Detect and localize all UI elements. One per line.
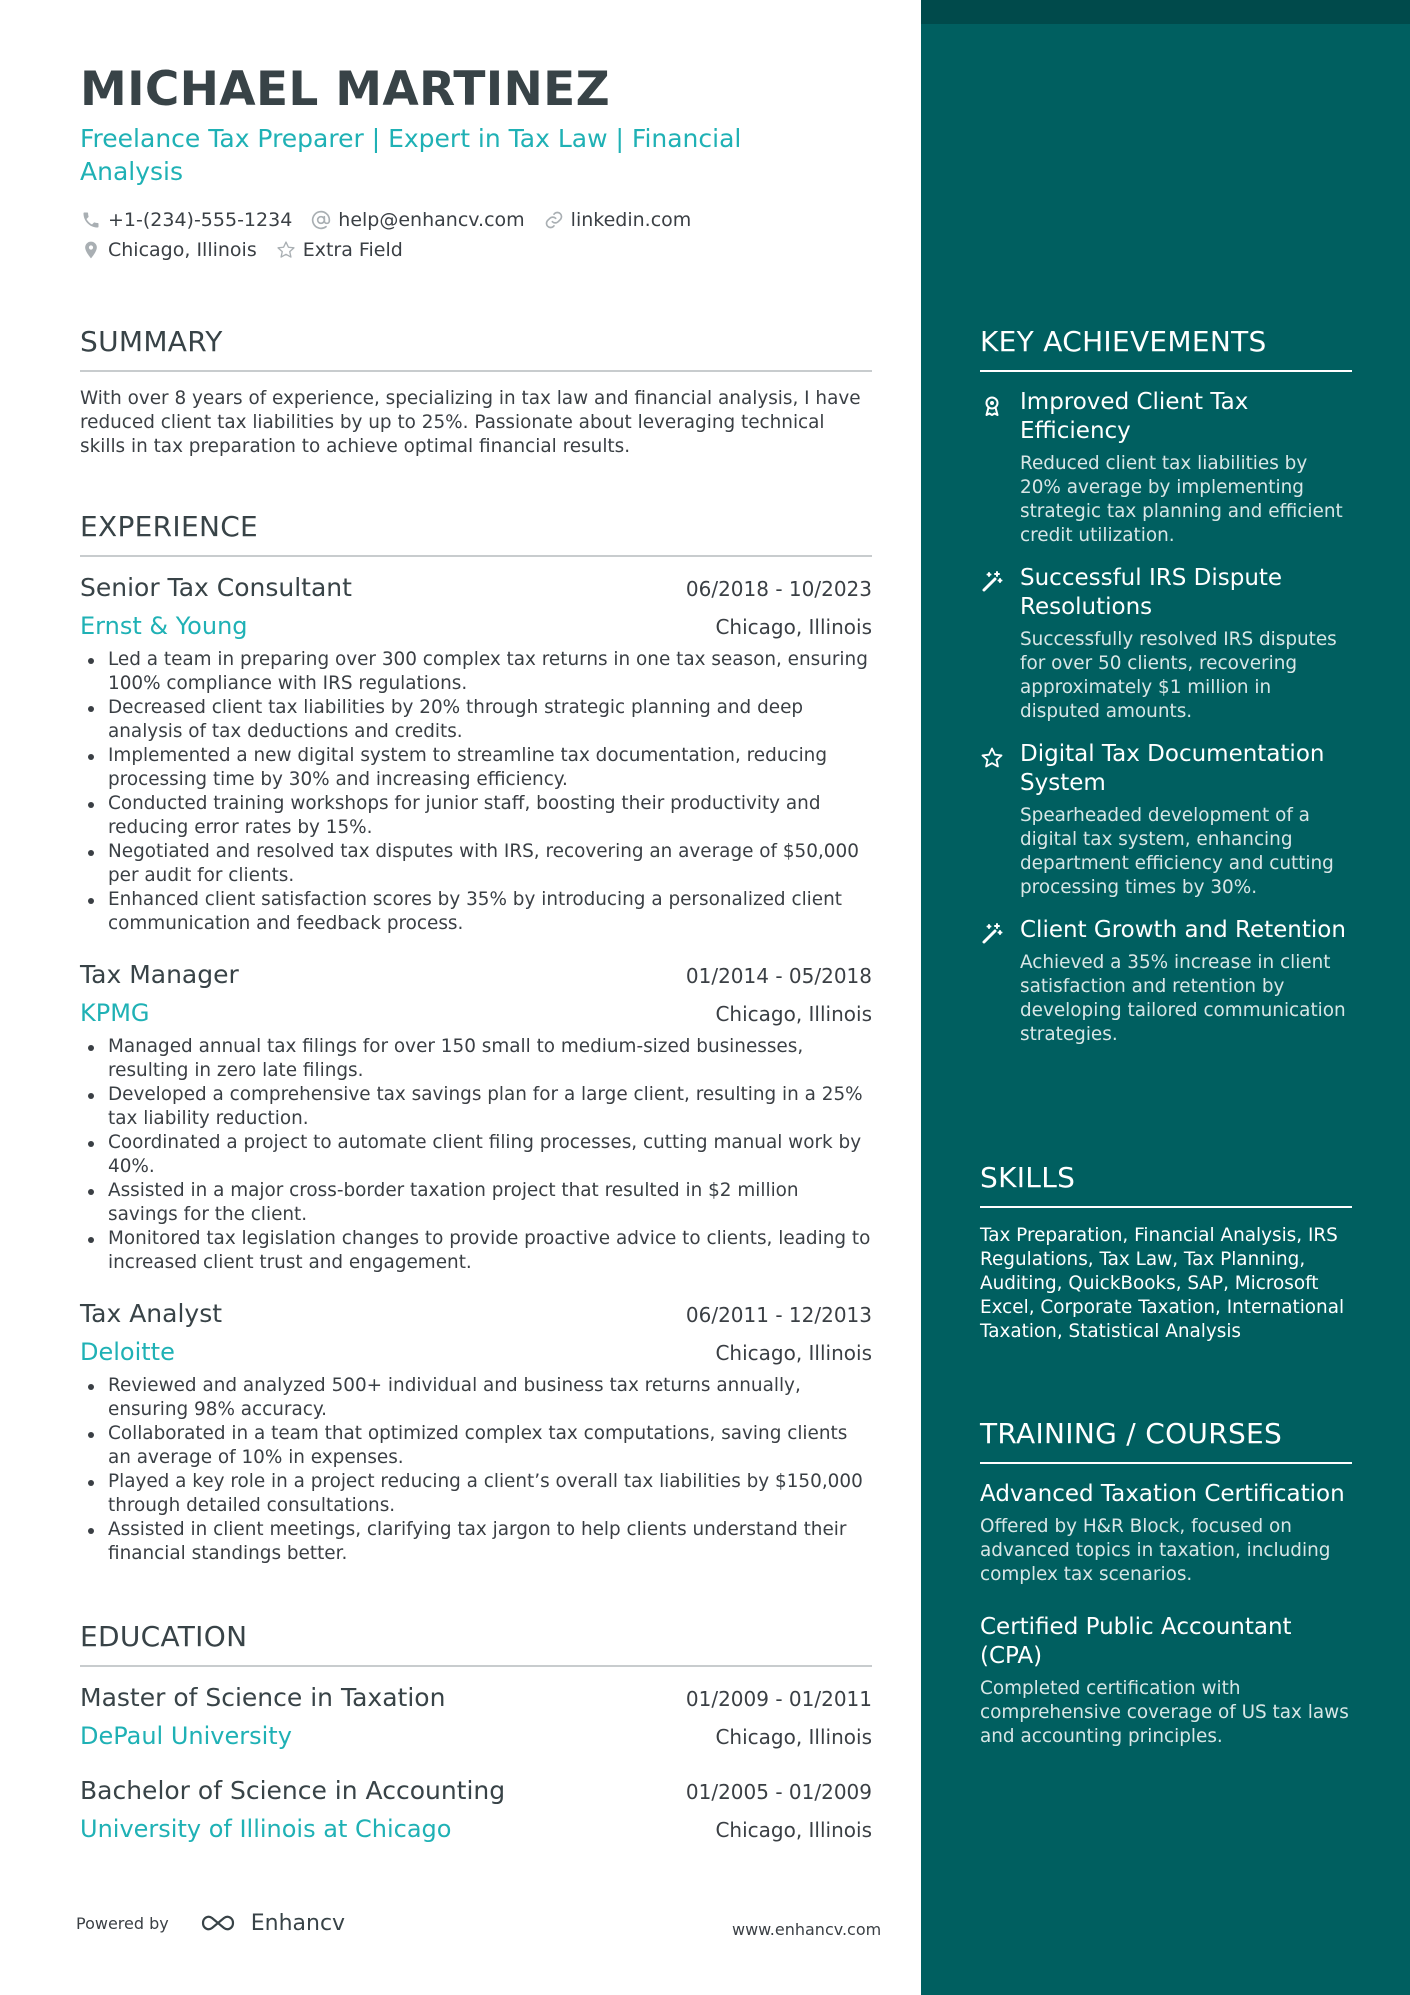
contact-email[interactable] (310, 209, 524, 231)
education-section (80, 1620, 872, 1845)
contact-linkedin[interactable] (543, 209, 692, 231)
course-description: Completed certification with comprehensive coverage of US tax laws and accounting principles. (980, 1678, 1349, 1747)
course-title: Certified Public Accountant (CPA) (980, 1614, 1292, 1669)
bullet-item: Decreased client tax liabilities by 20% through strategic planning and deep analysis of tax deductions and credits. (80, 696, 872, 744)
sidebar-top-band (921, 0, 1410, 24)
achievement-item (980, 916, 1352, 1047)
education-title: EDUCATION (80, 1620, 248, 1653)
phone-text: +1-(234)-555-1234 (108, 209, 293, 231)
bullet-item: Monitored tax legislation changes to provide proactive advice to clients, leading to increased client trust and engagement. (80, 1227, 872, 1275)
achievement-title: Digital Tax Documentation System (1020, 741, 1325, 796)
job-title: Tax Manager (80, 960, 239, 989)
section-divider (80, 555, 872, 557)
achievements-title: KEY ACHIEVEMENTS (980, 325, 1267, 358)
job-bullets (80, 1035, 872, 1275)
bullet-item: Managed annual tax filings for over 150 small to medium-sized businesses, resulting in zero late filings. (80, 1035, 872, 1083)
sidebar (921, 0, 1410, 1995)
school-location: Chicago, Illinois (715, 1818, 872, 1842)
job-title: Tax Analyst (80, 1299, 223, 1328)
job-location: Chicago, Illinois (715, 1002, 872, 1026)
training-title: TRAINING / COURSES (980, 1417, 1283, 1450)
degree-name: Bachelor of Science in Accounting (80, 1776, 506, 1805)
school-name: University of Illinois at Chicago (80, 1815, 452, 1843)
section-divider (980, 1206, 1352, 1208)
achievement-description: Reduced client tax liabilities by 20% average by implementing strategic tax planning and efficient credit utilization. (1020, 453, 1343, 546)
achievement-item (980, 564, 1352, 724)
bullet-item: Reviewed and analyzed 500+ individual and business tax returns annually, ensuring 98% accuracy. (80, 1374, 872, 1422)
headline: Freelance Tax Preparer | Expert in Tax Law | Financial Analysis (80, 124, 742, 186)
extra-field-text: Extra Field (302, 239, 403, 261)
achievement-title: Successful IRS Dispute Resolutions (1020, 565, 1283, 620)
job-bullets (80, 1374, 872, 1566)
experience-item (80, 1297, 872, 1566)
course-item (980, 1613, 1352, 1749)
bullet-item: Assisted in client meetings, clarifying tax jargon to help clients understand their financial standings better. (80, 1518, 872, 1566)
degree-name: Master of Science in Taxation (80, 1683, 446, 1712)
location-text: Chicago, Illinois (108, 239, 257, 261)
contact-location (80, 239, 257, 261)
education-dates: 01/2005 - 01/2009 (685, 1780, 872, 1804)
achievement-description: Successfully resolved IRS disputes for over 50 clients, recovering approximately $1 million in disputed amounts. (1020, 629, 1337, 722)
achievement-item (980, 740, 1352, 900)
job-dates: 06/2011 - 12/2013 (685, 1303, 872, 1327)
job-title: Senior Tax Consultant (80, 573, 352, 602)
contact-phone[interactable] (80, 209, 292, 231)
bullet-item: Implemented a new digital system to streamline tax documentation, reducing processing time by 30% and increasing efficiency. (80, 744, 872, 792)
bullet-item: Enhanced client satisfaction scores by 35% by introducing a personalized client communication and feedback process. (80, 888, 872, 936)
skills-list: Tax Preparation, Financial Analysis, IRS Regulations, Tax Law, Tax Planning, Auditing, QuickBooks, SAP, Microsoft Excel, Corporate Taxation, International Taxation, Statistical Analysis (980, 1225, 1345, 1342)
experience-item (80, 571, 872, 936)
experience-item (80, 958, 872, 1275)
brand-name: Enhancv (250, 1910, 346, 1936)
contact-info (80, 205, 860, 265)
school-location: Chicago, Illinois (715, 1725, 872, 1749)
school-name: DePaul University (80, 1722, 292, 1750)
bullet-item: Negotiated and resolved tax disputes with IRS, recovering an average of $50,000 per audit for clients. (80, 840, 872, 888)
section-divider (80, 1665, 872, 1667)
bullet-item: Collaborated in a team that optimized complex tax computations, saving clients an average of 10% in expenses. (80, 1422, 872, 1470)
achievement-title: Client Growth and Retention (1020, 917, 1346, 943)
linkedin-text: linkedin.com (570, 209, 692, 231)
email-text: help@enhancv.com (338, 209, 525, 231)
candidate-name: MICHAEL MARTINEZ (80, 62, 610, 117)
enhancv-logo[interactable] (195, 1910, 345, 1936)
bullet-item: Coordinated a project to automate client filing processes, cutting manual work by 40%. (80, 1131, 872, 1179)
company-name: Deloitte (80, 1338, 175, 1366)
job-bullets (80, 648, 872, 936)
experience-section (80, 510, 872, 1566)
achievements-section (980, 325, 1352, 1047)
job-location: Chicago, Illinois (715, 1341, 872, 1365)
footer-powered-by (76, 1910, 345, 1936)
education-dates: 01/2009 - 01/2011 (685, 1687, 872, 1711)
achievement-description: Achieved a 35% increase in client satisfaction and retention by developing tailored communication strategies. (1020, 952, 1346, 1045)
phone-icon (80, 209, 102, 231)
course-item (980, 1480, 1352, 1587)
job-location: Chicago, Illinois (715, 615, 872, 639)
summary-title: SUMMARY (80, 325, 223, 358)
magic-wand-icon (980, 916, 1020, 1047)
achievement-title: Improved Client Tax Efficiency (1020, 389, 1249, 444)
course-title: Advanced Taxation Certification (980, 1481, 1345, 1507)
skills-section (980, 1161, 1352, 1344)
contact-extra (275, 239, 403, 261)
education-item (80, 1774, 872, 1845)
award-icon (980, 388, 1020, 548)
powered-by-text: Powered by (76, 1913, 169, 1933)
company-name: Ernst & Young (80, 612, 248, 640)
bullet-item: Developed a comprehensive tax savings plan for a large client, resulting in a 25% tax liability reduction. (80, 1083, 872, 1131)
bullet-item: Conducted training workshops for junior staff, boosting their productivity and reducing error rates by 15%. (80, 792, 872, 840)
achievement-item (980, 388, 1352, 548)
education-item (80, 1681, 872, 1752)
link-icon (543, 209, 565, 231)
summary-text: With over 8 years of experience, specializing in tax law and financial analysis, I have reduced client tax liabilities by up to 25%. Passionate about leveraging technical skills in tax preparation to achieve optimal financial results. (80, 388, 861, 457)
job-dates: 06/2018 - 10/2023 (685, 577, 872, 601)
star-icon (980, 740, 1020, 900)
magic-wand-icon (980, 564, 1020, 724)
section-divider (980, 1462, 1352, 1464)
at-sign-icon (310, 209, 332, 231)
achievement-description: Spearheaded development of a digital tax system, enhancing department efficiency and cutting processing times by 30%. (1020, 805, 1334, 898)
job-dates: 01/2014 - 05/2018 (685, 964, 872, 988)
footer-website[interactable]: www.enhancv.com (732, 1920, 882, 1939)
star-icon (275, 239, 297, 261)
summary-section (80, 325, 872, 459)
course-description: Offered by H&R Block, focused on advanced topics in taxation, including complex tax scenarios. (980, 1516, 1331, 1585)
section-divider (980, 370, 1352, 372)
company-name: KPMG (80, 999, 150, 1027)
bullet-item: Assisted in a major cross-border taxation project that resulted in $2 million savings for the client. (80, 1179, 872, 1227)
bullet-item: Led a team in preparing over 300 complex tax returns in one tax season, ensuring 100% compliance with IRS regulations. (80, 648, 872, 696)
training-section (980, 1417, 1352, 1749)
experience-title: EXPERIENCE (80, 510, 259, 543)
enhancv-logo-icon (195, 1910, 241, 1936)
section-divider (80, 370, 872, 372)
location-pin-icon (80, 239, 102, 261)
skills-title: SKILLS (980, 1161, 1076, 1194)
bullet-item: Played a key role in a project reducing a client’s overall tax liabilities by $150,000 through detailed consultations. (80, 1470, 872, 1518)
